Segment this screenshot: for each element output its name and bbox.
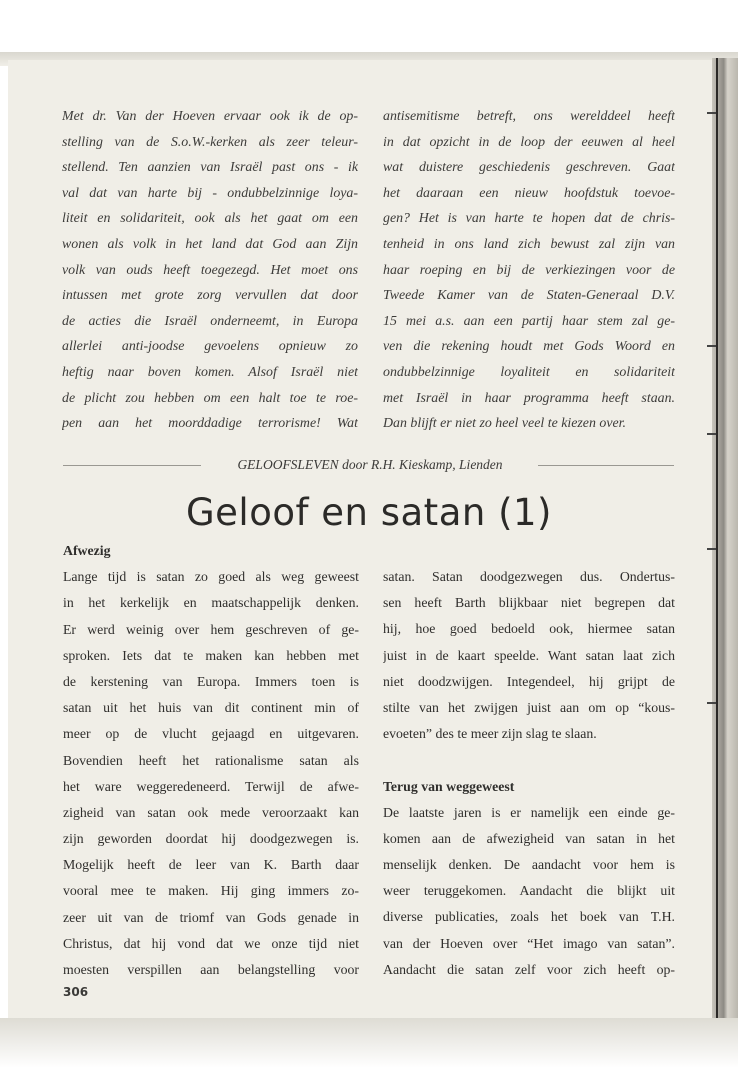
- top-right-column: [383, 104, 675, 437]
- text-line: met Israël in haar programma heeft staan.: [383, 390, 675, 406]
- text-line: stelling van de S.o.W.-kerken als zeer teleur-: [62, 134, 358, 150]
- text-line: Met dr. Van der Hoeven ervaar ook ik de op-: [62, 109, 358, 124]
- text-line: satan. Satan doodgezwegen dus. Ondertus-: [383, 569, 675, 584]
- text-line: de plicht zou hebben om een halt toe te roe-: [62, 390, 358, 406]
- text-line: 15 mei a.s. aan een partij haar stem zal ge-: [383, 313, 675, 329]
- text-line: satan uit het huis van dit continent min of: [63, 700, 359, 716]
- text-line: diverse publicaties, zoals het boek van T.H.: [383, 909, 675, 925]
- text-line: sen heeft Barth blijkbaar niet begrepen dat: [383, 595, 675, 611]
- text-line: juist in de kaart speelde. Want satan laat zich: [383, 647, 675, 663]
- section-rule-right: [538, 465, 674, 466]
- text-line: wonen als volk in het land dat God aan Zijn: [62, 236, 358, 252]
- text-line: Christus, dat hij vond dat we onze tijd niet: [63, 935, 359, 951]
- text-line: ven die rekening houdt met Gods Woord en: [383, 339, 675, 355]
- text-line: Mogelijk heeft de leer van K. Barth daar: [63, 857, 359, 873]
- text-line: hij, hoe goed bedoeld ook, hiermee satan: [383, 621, 675, 637]
- text-line: zijn geworden doordat hij doodgezwegen is.: [63, 831, 359, 847]
- top-left-column: [62, 104, 358, 437]
- text-line: val dat van harte bij - ondubbelzinnige loya-: [62, 185, 358, 201]
- text-line: weer teruggekomen. Aandacht die blijkt uit: [383, 883, 675, 899]
- text-line: sproken. Iets dat te maken kan hebben met: [63, 647, 359, 663]
- article-title: Geloof en satan (1): [185, 491, 552, 534]
- text-line: stellend. Ten aanzien van Israël past ons - ik: [62, 160, 358, 176]
- text-line: vooral mee te maken. Hij ging immers zo-: [63, 883, 359, 899]
- text-line: heftig naar boven komen. Alsof Israël niet: [62, 364, 358, 380]
- text-line: pen aan het moorddadige terrorisme! Wat: [62, 416, 358, 432]
- spine-tick: [707, 702, 716, 704]
- text-line: het ware weggeredeneerd. Terwijl de afwe-: [63, 778, 359, 794]
- article-right-column: [383, 564, 675, 983]
- text-line: gen? Het is van harte te hopen dat de chris-: [383, 211, 675, 227]
- text-line: Dan blijft er niet zo heel veel te kiezen over.: [383, 416, 627, 432]
- text-line: liteit en solidariteit, ook als het gaat om een: [62, 211, 358, 227]
- text-line: wat duistere geschiedenis geschreven. Gaat: [383, 160, 675, 176]
- text-line: het daaraan een nieuw hoofdstuk toevoe-: [383, 185, 675, 201]
- subheading-afwezig: Afwezig: [63, 543, 111, 558]
- text-line: stilte van het zwijgen juist aan om op “kous-: [383, 699, 675, 715]
- section-label: GELOOFSLEVEN door R.H. Kieskamp, Lienden: [237, 457, 503, 472]
- spine-tick: [707, 433, 716, 435]
- spine-tick: [707, 345, 716, 347]
- text-line: moesten verspillen aan belangstelling voor: [63, 962, 359, 977]
- text-line: haar roeping en bij de verkiezingen voor de: [383, 262, 675, 278]
- text-line: volk van ouds heeft toegezegd. Het moet ons: [62, 262, 358, 278]
- text-line: niet doodzwijgen. Integendeel, hij grijpt de: [383, 673, 675, 689]
- text-line: tenheid in ons land zich bewust zal zijn van: [383, 236, 675, 252]
- text-line: de kerstening van Europa. Immers toen is: [63, 673, 359, 689]
- text-line: Aandacht die satan zelf voor zich heeft op-: [383, 961, 675, 977]
- text-line: zeer uit van de triomf van Gods genade in: [63, 909, 359, 925]
- spine-tick: [707, 112, 716, 114]
- spine-tick: [707, 548, 716, 550]
- text-line: Er werd weinig over hem geschreven of ge-: [63, 621, 359, 637]
- text-line: de acties die Israël onderneemt, in Europa: [62, 313, 358, 329]
- text-line: meer op de vlucht gejaagd en uitgevaren.: [63, 726, 359, 742]
- text-line: De laatste jaren is er namelijk een einde ge-: [383, 804, 675, 820]
- scan-shadow-bottom: [0, 1018, 738, 1068]
- text-line: evoeten” des te meer zijn slag te slaan.: [383, 726, 597, 742]
- text-line: van der Hoeven over “Het imago van satan”.: [383, 935, 675, 951]
- subheading-terug: Terug van weggeweest: [383, 778, 515, 794]
- article-left-column: [63, 538, 359, 983]
- section-rule-left: [63, 465, 201, 466]
- spine-edge: [716, 58, 718, 1022]
- paragraph-gap: [383, 747, 675, 773]
- text-line: allerlei anti-joodse gevoelens opnieuw zo: [62, 339, 358, 355]
- text-line: in het kerkelijk en maatschappelijk denken.: [63, 595, 359, 611]
- text-line: komen aan de afwezigheid van satan in het: [383, 830, 675, 846]
- text-line: Tweede Kamer van de Staten-Generaal D.V.: [383, 288, 675, 304]
- text-line: Lange tijd is satan zo goed als weg geweest: [63, 569, 359, 585]
- page-number: 306: [63, 985, 89, 999]
- text-line: intussen met grote zorg vervullen dat door: [62, 288, 358, 304]
- text-line: ondubbelzinnige loyaliteit en solidariteit: [383, 364, 675, 380]
- text-line: menselijk denken. De aandacht voor hem is: [383, 857, 675, 873]
- text-line: in dat opzicht in de loop der eeuwen al heel: [383, 134, 675, 150]
- text-line: antisemitisme betreft, ons werelddeel heeft: [383, 109, 675, 124]
- text-line: zigheid van satan ook mede veroorzaakt kan: [63, 804, 359, 820]
- text-line: Bovendien heeft het rationalisme satan als: [63, 752, 359, 768]
